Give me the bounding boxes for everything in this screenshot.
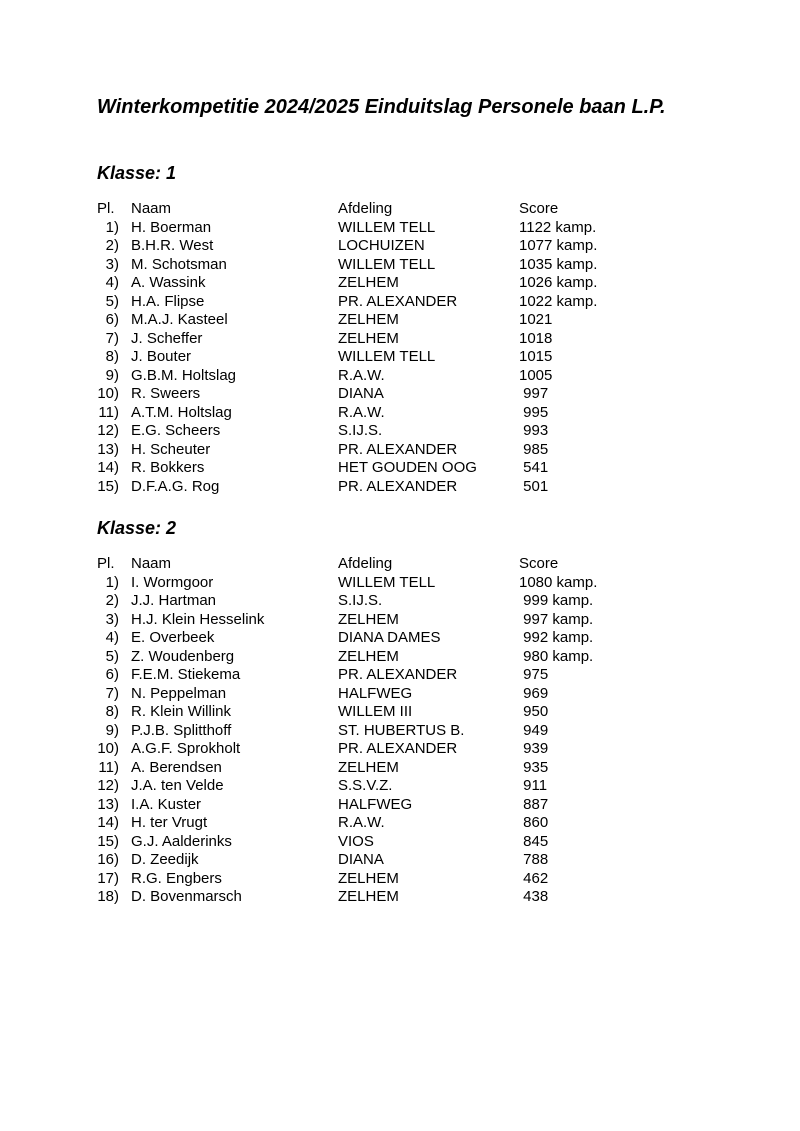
rank-cell: 15) — [97, 832, 119, 850]
table-row — [0, 574, 800, 593]
score-cell: 1035 kamp. — [519, 255, 598, 273]
score-cell: 975 — [519, 666, 549, 683]
table-row — [0, 422, 800, 441]
table-row — [0, 888, 800, 907]
rank-cell: 2) — [105, 237, 119, 254]
table-row — [0, 441, 800, 460]
score-cell: 949 — [519, 721, 549, 739]
afdeling-cell: WILLEM TELL — [338, 255, 436, 273]
score-cell: 969 — [519, 684, 549, 702]
score-cell: 980 kamp. — [519, 647, 594, 665]
table-row — [0, 219, 800, 238]
table-row — [0, 814, 800, 833]
table-body — [0, 219, 800, 497]
score-cell: 1021 — [519, 311, 553, 328]
table-row — [0, 666, 800, 685]
afdeling-cell: VIOS — [338, 832, 374, 850]
name-cell: M.A.J. Kasteel — [131, 311, 228, 328]
score-cell: 1080 kamp. — [519, 573, 598, 591]
rank-cell: 6) — [105, 311, 119, 328]
rank-cell: 4) — [105, 629, 119, 646]
afdeling-cell: LOCHUIZEN — [338, 237, 425, 254]
table-body — [0, 574, 800, 907]
table-row — [0, 293, 800, 312]
table-row — [0, 833, 800, 852]
results-table — [0, 555, 800, 907]
name-cell: M. Schotsman — [131, 255, 227, 273]
rank-cell: 9) — [105, 721, 119, 739]
afdeling-cell: WILLEM III — [338, 703, 413, 720]
name-cell: H. ter Vrugt — [131, 814, 208, 831]
afdeling-cell: DIANA — [338, 385, 384, 402]
afdeling-cell: R.A.W. — [338, 403, 385, 421]
rank-cell: 13) — [97, 795, 119, 813]
afdeling-cell: ZELHEM — [338, 610, 399, 628]
table-row — [0, 348, 800, 367]
name-cell: R. Bokkers — [131, 459, 205, 476]
column-header-pl: Pl. — [97, 200, 115, 217]
table-row — [0, 330, 800, 349]
score-cell: 1018 — [519, 329, 553, 347]
afdeling-cell: HET GOUDEN OOG — [338, 459, 477, 476]
name-cell: A. Wassink — [131, 274, 206, 291]
table-row — [0, 740, 800, 759]
afdeling-cell: PR. ALEXANDER — [338, 292, 458, 310]
name-cell: R. Sweers — [131, 385, 201, 402]
rank-cell: 7) — [105, 329, 119, 347]
afdeling-cell: ZELHEM — [338, 758, 399, 776]
column-header-score: Score — [519, 555, 559, 572]
table-row — [0, 611, 800, 630]
score-cell: 985 — [519, 440, 549, 458]
score-cell: 997 kamp. — [519, 610, 594, 628]
rank-cell: 8) — [105, 703, 119, 720]
name-cell: N. Peppelman — [131, 684, 227, 702]
rank-cell: 12) — [97, 422, 119, 439]
afdeling-cell: S.IJ.S. — [338, 422, 383, 439]
score-cell: 1026 kamp. — [519, 274, 598, 291]
rank-cell: 4) — [105, 274, 119, 291]
table-row — [0, 796, 800, 815]
afdeling-cell: PR. ALEXANDER — [338, 740, 458, 757]
rank-cell: 3) — [105, 255, 119, 273]
afdeling-cell: ZELHEM — [338, 647, 399, 665]
name-cell: R.G. Engbers — [131, 869, 222, 887]
score-cell: 887 — [519, 795, 549, 813]
score-cell: 1022 kamp. — [519, 292, 598, 310]
rank-cell: 18) — [97, 888, 119, 905]
table-row — [0, 851, 800, 870]
table-row — [0, 592, 800, 611]
name-cell: H.J. Klein Hesselink — [131, 610, 265, 628]
afdeling-cell: PR. ALEXANDER — [338, 666, 458, 683]
table-row — [0, 648, 800, 667]
section-title: Klasse: 2 — [97, 518, 177, 538]
name-cell: H. Scheuter — [131, 440, 211, 458]
score-cell: 999 kamp. — [519, 592, 594, 609]
name-cell: J.A. ten Velde — [131, 777, 224, 794]
score-cell: 939 — [519, 740, 549, 757]
table-row — [0, 459, 800, 478]
rank-cell: 6) — [105, 666, 119, 683]
rank-cell: 11) — [98, 758, 119, 776]
afdeling-cell: S.IJ.S. — [338, 592, 383, 609]
table-row — [0, 311, 800, 330]
afdeling-cell: HALFWEG — [338, 795, 413, 813]
afdeling-cell: WILLEM TELL — [338, 573, 436, 591]
rank-cell: 15) — [97, 477, 119, 495]
rank-cell: 9) — [105, 366, 119, 384]
rank-cell: 11) — [98, 403, 119, 421]
afdeling-cell: ZELHEM — [338, 869, 399, 887]
afdeling-cell: ZELHEM — [338, 888, 399, 905]
score-cell: 501 — [519, 477, 549, 495]
name-cell: P.J.B. Splitthoff — [131, 721, 232, 739]
rank-cell: 5) — [105, 647, 119, 665]
table-row — [0, 256, 800, 275]
name-cell: D. Zeedijk — [131, 851, 199, 868]
name-cell: H.A. Flipse — [131, 292, 205, 310]
afdeling-cell: HALFWEG — [338, 684, 413, 702]
rank-cell: 8) — [105, 348, 119, 365]
column-header-afdeling: Afdeling — [338, 200, 393, 217]
table-row — [0, 870, 800, 889]
rank-cell: 10) — [97, 740, 119, 757]
name-cell: D.F.A.G. Rog — [131, 477, 220, 495]
table-row — [0, 367, 800, 386]
table-header-row — [0, 200, 800, 219]
afdeling-cell: ZELHEM — [338, 274, 399, 291]
rank-cell: 13) — [97, 440, 119, 458]
rank-cell: 14) — [97, 459, 119, 476]
name-cell: F.E.M. Stiekema — [131, 666, 241, 683]
name-cell: A.G.F. Sprokholt — [131, 740, 241, 757]
table-header-row — [0, 555, 800, 574]
score-cell: 1077 kamp. — [519, 237, 598, 254]
name-cell: A.T.M. Holtslag — [131, 403, 232, 421]
name-cell: I. Wormgoor — [131, 573, 214, 591]
rank-cell: 1) — [105, 218, 119, 236]
rank-cell: 12) — [97, 777, 119, 794]
score-cell: 845 — [519, 832, 549, 850]
table-row — [0, 703, 800, 722]
rank-cell: 1) — [105, 573, 119, 591]
column-header-afdeling: Afdeling — [338, 555, 393, 572]
score-cell: 1015 — [519, 348, 553, 365]
rank-cell: 14) — [97, 814, 119, 831]
afdeling-cell: ST. HUBERTUS B. — [338, 721, 465, 739]
rank-cell: 17) — [97, 869, 119, 887]
page-title: Winterkompetitie 2024/2025 Einduitslag Personele baan L.P. — [97, 96, 666, 118]
afdeling-cell: ZELHEM — [338, 329, 399, 347]
afdeling-cell: WILLEM TELL — [338, 348, 436, 365]
name-cell: E. Overbeek — [131, 629, 215, 646]
score-cell: 1005 — [519, 366, 553, 384]
name-cell: J.J. Hartman — [131, 592, 217, 609]
column-header-pl: Pl. — [97, 555, 115, 572]
score-cell: 950 — [519, 703, 549, 720]
afdeling-cell: DIANA DAMES — [338, 629, 441, 646]
score-cell: 462 — [519, 869, 549, 887]
score-cell: 788 — [519, 851, 549, 868]
name-cell: A. Berendsen — [131, 758, 222, 776]
score-cell: 935 — [519, 758, 549, 776]
table-row — [0, 274, 800, 293]
afdeling-cell: R.A.W. — [338, 814, 385, 831]
table-row — [0, 237, 800, 256]
name-cell: B.H.R. West — [131, 237, 214, 254]
rank-cell: 7) — [105, 684, 119, 702]
column-header-naam: Naam — [131, 555, 172, 572]
score-cell: 995 — [519, 403, 549, 421]
name-cell: J. Scheffer — [131, 329, 203, 347]
table-row — [0, 722, 800, 741]
score-cell: 438 — [519, 888, 549, 905]
name-cell: R. Klein Willink — [131, 703, 232, 720]
table-row — [0, 404, 800, 423]
score-cell: 1122 kamp. — [519, 218, 597, 236]
rank-cell: 16) — [97, 851, 119, 868]
table-row — [0, 478, 800, 497]
name-cell: E.G. Scheers — [131, 422, 221, 439]
table-row — [0, 685, 800, 704]
afdeling-cell: R.A.W. — [338, 366, 385, 384]
rank-cell: 3) — [105, 610, 119, 628]
name-cell: J. Bouter — [131, 348, 192, 365]
rank-cell: 2) — [105, 592, 119, 609]
score-cell: 860 — [519, 814, 549, 831]
table-row — [0, 629, 800, 648]
name-cell: G.B.M. Holtslag — [131, 366, 237, 384]
afdeling-cell: PR. ALEXANDER — [338, 477, 458, 495]
name-cell: G.J. Aalderinks — [131, 832, 232, 850]
afdeling-cell: DIANA — [338, 851, 384, 868]
score-cell: 911 — [519, 777, 548, 794]
column-header-score: Score — [519, 200, 559, 217]
afdeling-cell: PR. ALEXANDER — [338, 440, 458, 458]
rank-cell: 5) — [105, 292, 119, 310]
name-cell: D. Bovenmarsch — [131, 888, 242, 905]
name-cell: I.A. Kuster — [131, 795, 202, 813]
afdeling-cell: WILLEM TELL — [338, 218, 436, 236]
score-cell: 541 — [519, 459, 549, 476]
afdeling-cell: ZELHEM — [338, 311, 399, 328]
name-cell: H. Boerman — [131, 218, 212, 236]
table-row — [0, 759, 800, 778]
results-table — [0, 200, 800, 496]
name-cell: Z. Woudenberg — [131, 647, 235, 665]
table-row — [0, 777, 800, 796]
rank-cell: 10) — [97, 385, 119, 402]
afdeling-cell: S.S.V.Z. — [338, 777, 393, 794]
score-cell: 993 — [519, 422, 549, 439]
section-title: Klasse: 1 — [97, 163, 177, 183]
column-header-naam: Naam — [131, 200, 172, 217]
table-row — [0, 385, 800, 404]
score-cell: 992 kamp. — [519, 629, 594, 646]
score-cell: 997 — [519, 385, 549, 402]
